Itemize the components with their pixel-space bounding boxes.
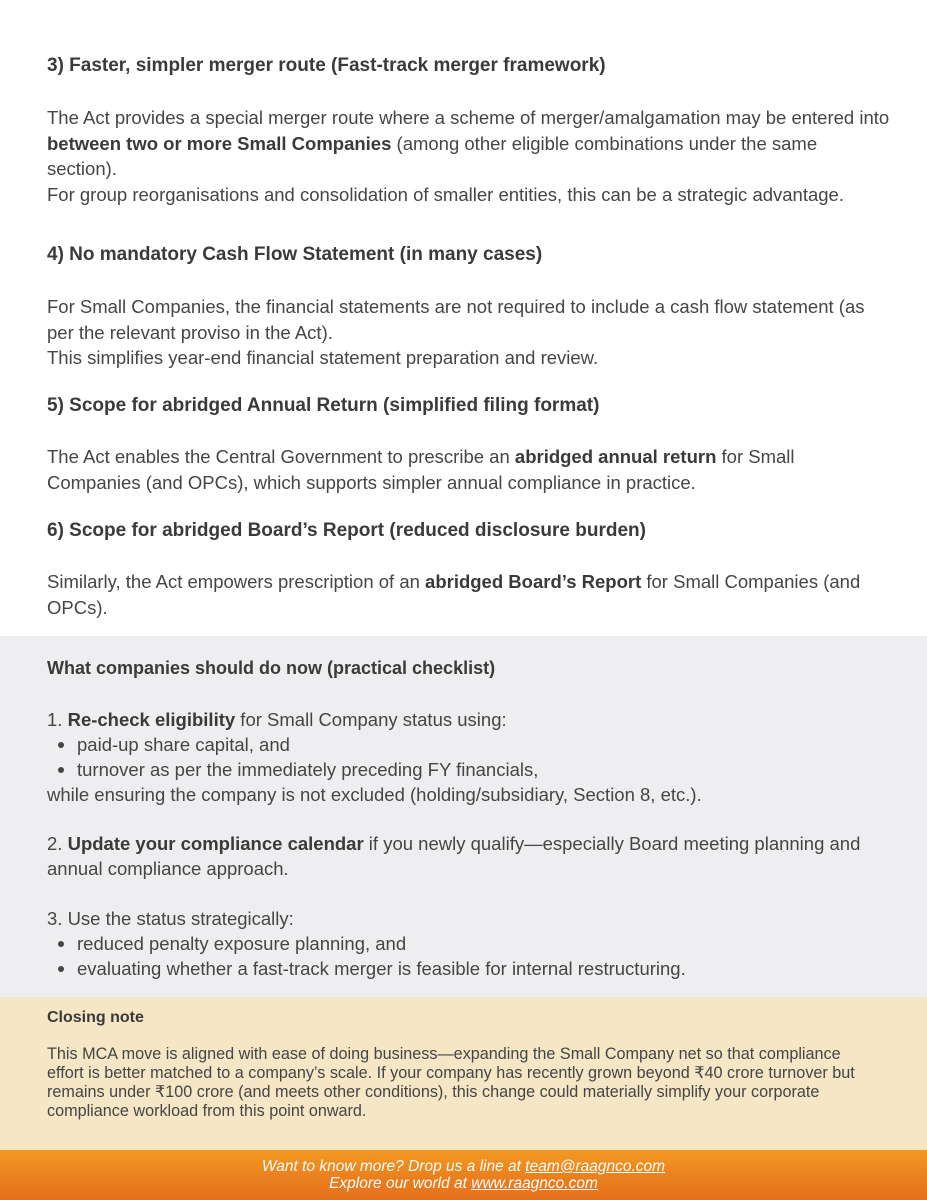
footer-content	[0, 1158, 927, 1192]
checklist-item-3	[47, 906, 887, 981]
closing-note-heading: Closing note	[47, 1009, 144, 1026]
emphasis: abridged Board’s Report	[425, 571, 642, 592]
paragraph: This simplifies year-end financial statement preparation and review.	[47, 347, 599, 368]
closing-note-panel	[0, 997, 927, 1150]
list-item: paid-up share capital, and	[77, 732, 887, 757]
paragraph	[47, 444, 892, 495]
paragraph: For Small Companies, the financial statements are not required to include a cash flow statement (as per the relevant proviso in the Act).	[47, 296, 865, 343]
paragraph	[47, 569, 892, 620]
text: Similarly, the Act empowers prescription of an	[47, 571, 426, 592]
text: The Act provides a special merger route where a scheme of merger/amalgamation may be entered into	[47, 107, 890, 128]
text: (among other eligible combinations under the same section).	[47, 132, 818, 179]
section-heading-cash-flow: 4) No mandatory Cash Flow Statement (in many cases)	[47, 244, 543, 265]
checklist-item-text	[47, 831, 887, 881]
checklist-heading: What companies should do now (practical checklist)	[47, 658, 496, 678]
checklist-item-note: while ensuring the company is not excluded (holding/subsidiary, Section 8, etc.).	[47, 784, 702, 805]
checklist-item-text	[47, 707, 887, 732]
section-heading-boards-report: 6) Scope for abridged Board’s Report (reduced disclosure burden)	[47, 520, 646, 541]
text: if you newly qualify—especially Board meeting planning and annual compliance approach.	[47, 833, 861, 879]
checklist-item-1	[47, 707, 887, 807]
section-heading-annual-return: 5) Scope for abridged Annual Return (simplified filing format)	[47, 395, 600, 416]
emphasis: Re-check eligibility	[67, 709, 236, 730]
checklist-item-text: 3. Use the status strategically:	[47, 908, 294, 929]
list-item: evaluating whether a fast-track merger is feasible for internal restructuring.	[77, 956, 887, 981]
footer-text: Explore our world at	[329, 1175, 472, 1192]
paragraph	[47, 105, 892, 182]
text: for Small Companies (and OPCs).	[47, 571, 861, 618]
footer-banner	[0, 1150, 927, 1200]
list-item: reduced penalty exposure planning, and	[77, 931, 887, 956]
footer-text: Want to know more? Drop us a line at	[261, 1158, 526, 1175]
closing-note-text: This MCA move is aligned with ease of doing business—expanding the Small Company net so that compliance effort is better matched to a company’s scale. If your company has recently grown beyond ₹40 crore turnover but remains under ₹100 crore (and meets other conditions), this change could materially simplify your corporate compliance workload from this point onward.	[47, 1045, 855, 1120]
item-number: 2.	[47, 833, 68, 854]
item-number: 1.	[47, 709, 68, 730]
section-body-fast-track-merger	[47, 105, 892, 207]
section-body-annual-return	[47, 444, 892, 495]
website-link[interactable]: www.raagnco.com	[471, 1175, 598, 1192]
email-link[interactable]: team@raagnco.com	[525, 1158, 666, 1175]
bullet-list	[47, 732, 887, 782]
bullet-list	[47, 931, 887, 981]
practical-checklist-panel	[0, 636, 927, 997]
paragraph: For group reorganisations and consolidation of smaller entities, this can be a strategic advantage.	[47, 183, 844, 205]
text: The Act enables the Central Government to prescribe an	[47, 446, 515, 467]
emphasis: Update your compliance calendar	[67, 833, 364, 854]
text: for Small Companies (and OPCs), which supports simpler annual compliance in practice.	[47, 446, 795, 493]
section-heading-fast-track-merger: 3) Faster, simpler merger route (Fast-track merger framework)	[47, 55, 606, 76]
section-body-boards-report	[47, 569, 892, 620]
emphasis: between two or more Small Companies	[47, 132, 392, 154]
footer-contact-line	[0, 1158, 927, 1175]
emphasis: abridged annual return	[514, 446, 717, 467]
checklist-item-2	[47, 831, 887, 881]
footer-website-line	[0, 1175, 927, 1192]
list-item: turnover as per the immediately preceding FY financials,	[77, 757, 887, 782]
section-body-cash-flow	[47, 294, 892, 371]
text: for Small Company status using:	[235, 709, 507, 730]
